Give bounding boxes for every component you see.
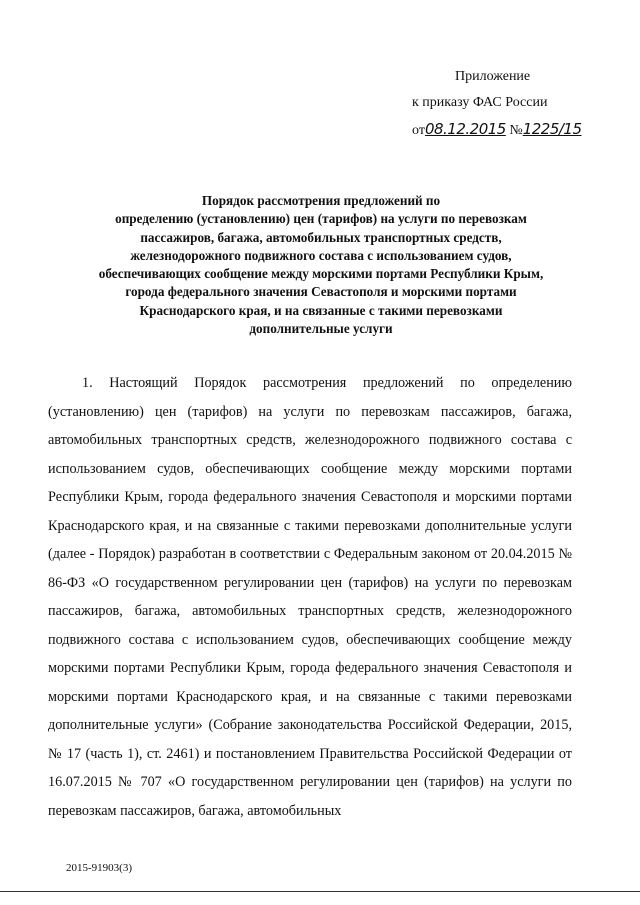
title-line: дополнительные услуги <box>249 321 393 337</box>
date-prefix: от <box>412 123 425 138</box>
title-line: железнодорожного подвижного состава с использованием судов, <box>130 247 512 263</box>
body-paragraph-1: 1. Настоящий Порядок рассмотрения предложений по определению (установлению) цен (тарифов) на услуги по перевозкам пассажиров, багажа, автомобильных транспортных средств, железнодорожного подвижного состава с использованием судов, обеспечивающих сообщение между морскими портами Республики Крым, города федерального значения Севастополя и морскими портами Краснодарского края, и на связанные с такими перевозками дополнительные услуги (далее - Порядок) разработан в соответствии с Федеральным законом от 20.04.2015 № 86-ФЗ «О государственном регулировании цен (тарифов) на услуги по перевозкам пассажиров, багажа, автомобильных транспортных средств, железнодорожного подвижного состава с использованием судов, обеспечивающих сообщение между морскими портами Республики Крым, города федерального значения Севастополя и морскими портами Краснодарского края, и на связанные с такими перевозками дополнительные услуги» (Собрание законодательства Российской Федерации, 2015, № 17 (часть 1), ст. 2461) и постановлением Правительства Российской Федерации от 16.07.2015 № 707 «О государственном регулировании цен (тарифов) на услуги по перевозкам пассажиров, багажа, автомобильных <box>48 375 572 819</box>
document-code: 2015-91903(3) <box>66 862 132 874</box>
footer-rule <box>0 891 640 892</box>
title-line: определению (установлению) цен (тарифов) на услуги по перевозкам <box>115 211 527 227</box>
order-reference: к приказу ФАС России <box>412 95 548 110</box>
appendix-title: Приложение <box>455 69 531 84</box>
handwritten-number: 1225/15 <box>522 120 582 138</box>
title-line: обеспечивающих сообщение между морскими портами Республики Крым, <box>98 266 544 282</box>
title-line: города федерального значения Севастополя и морскими портами <box>125 284 517 300</box>
appendix-header <box>412 64 612 144</box>
handwritten-date: 08.12.2015 <box>424 120 506 138</box>
order-date-number-line <box>412 116 612 144</box>
title-line: Порядок рассмотрения предложений по <box>201 193 441 208</box>
document-title <box>60 192 582 338</box>
title-line: Краснодарского края, и на связанные с такими перевозками <box>139 302 503 318</box>
number-prefix: № <box>509 123 523 138</box>
title-line: пассажиров, багажа, автомобильных транспортных средств, <box>140 229 502 245</box>
